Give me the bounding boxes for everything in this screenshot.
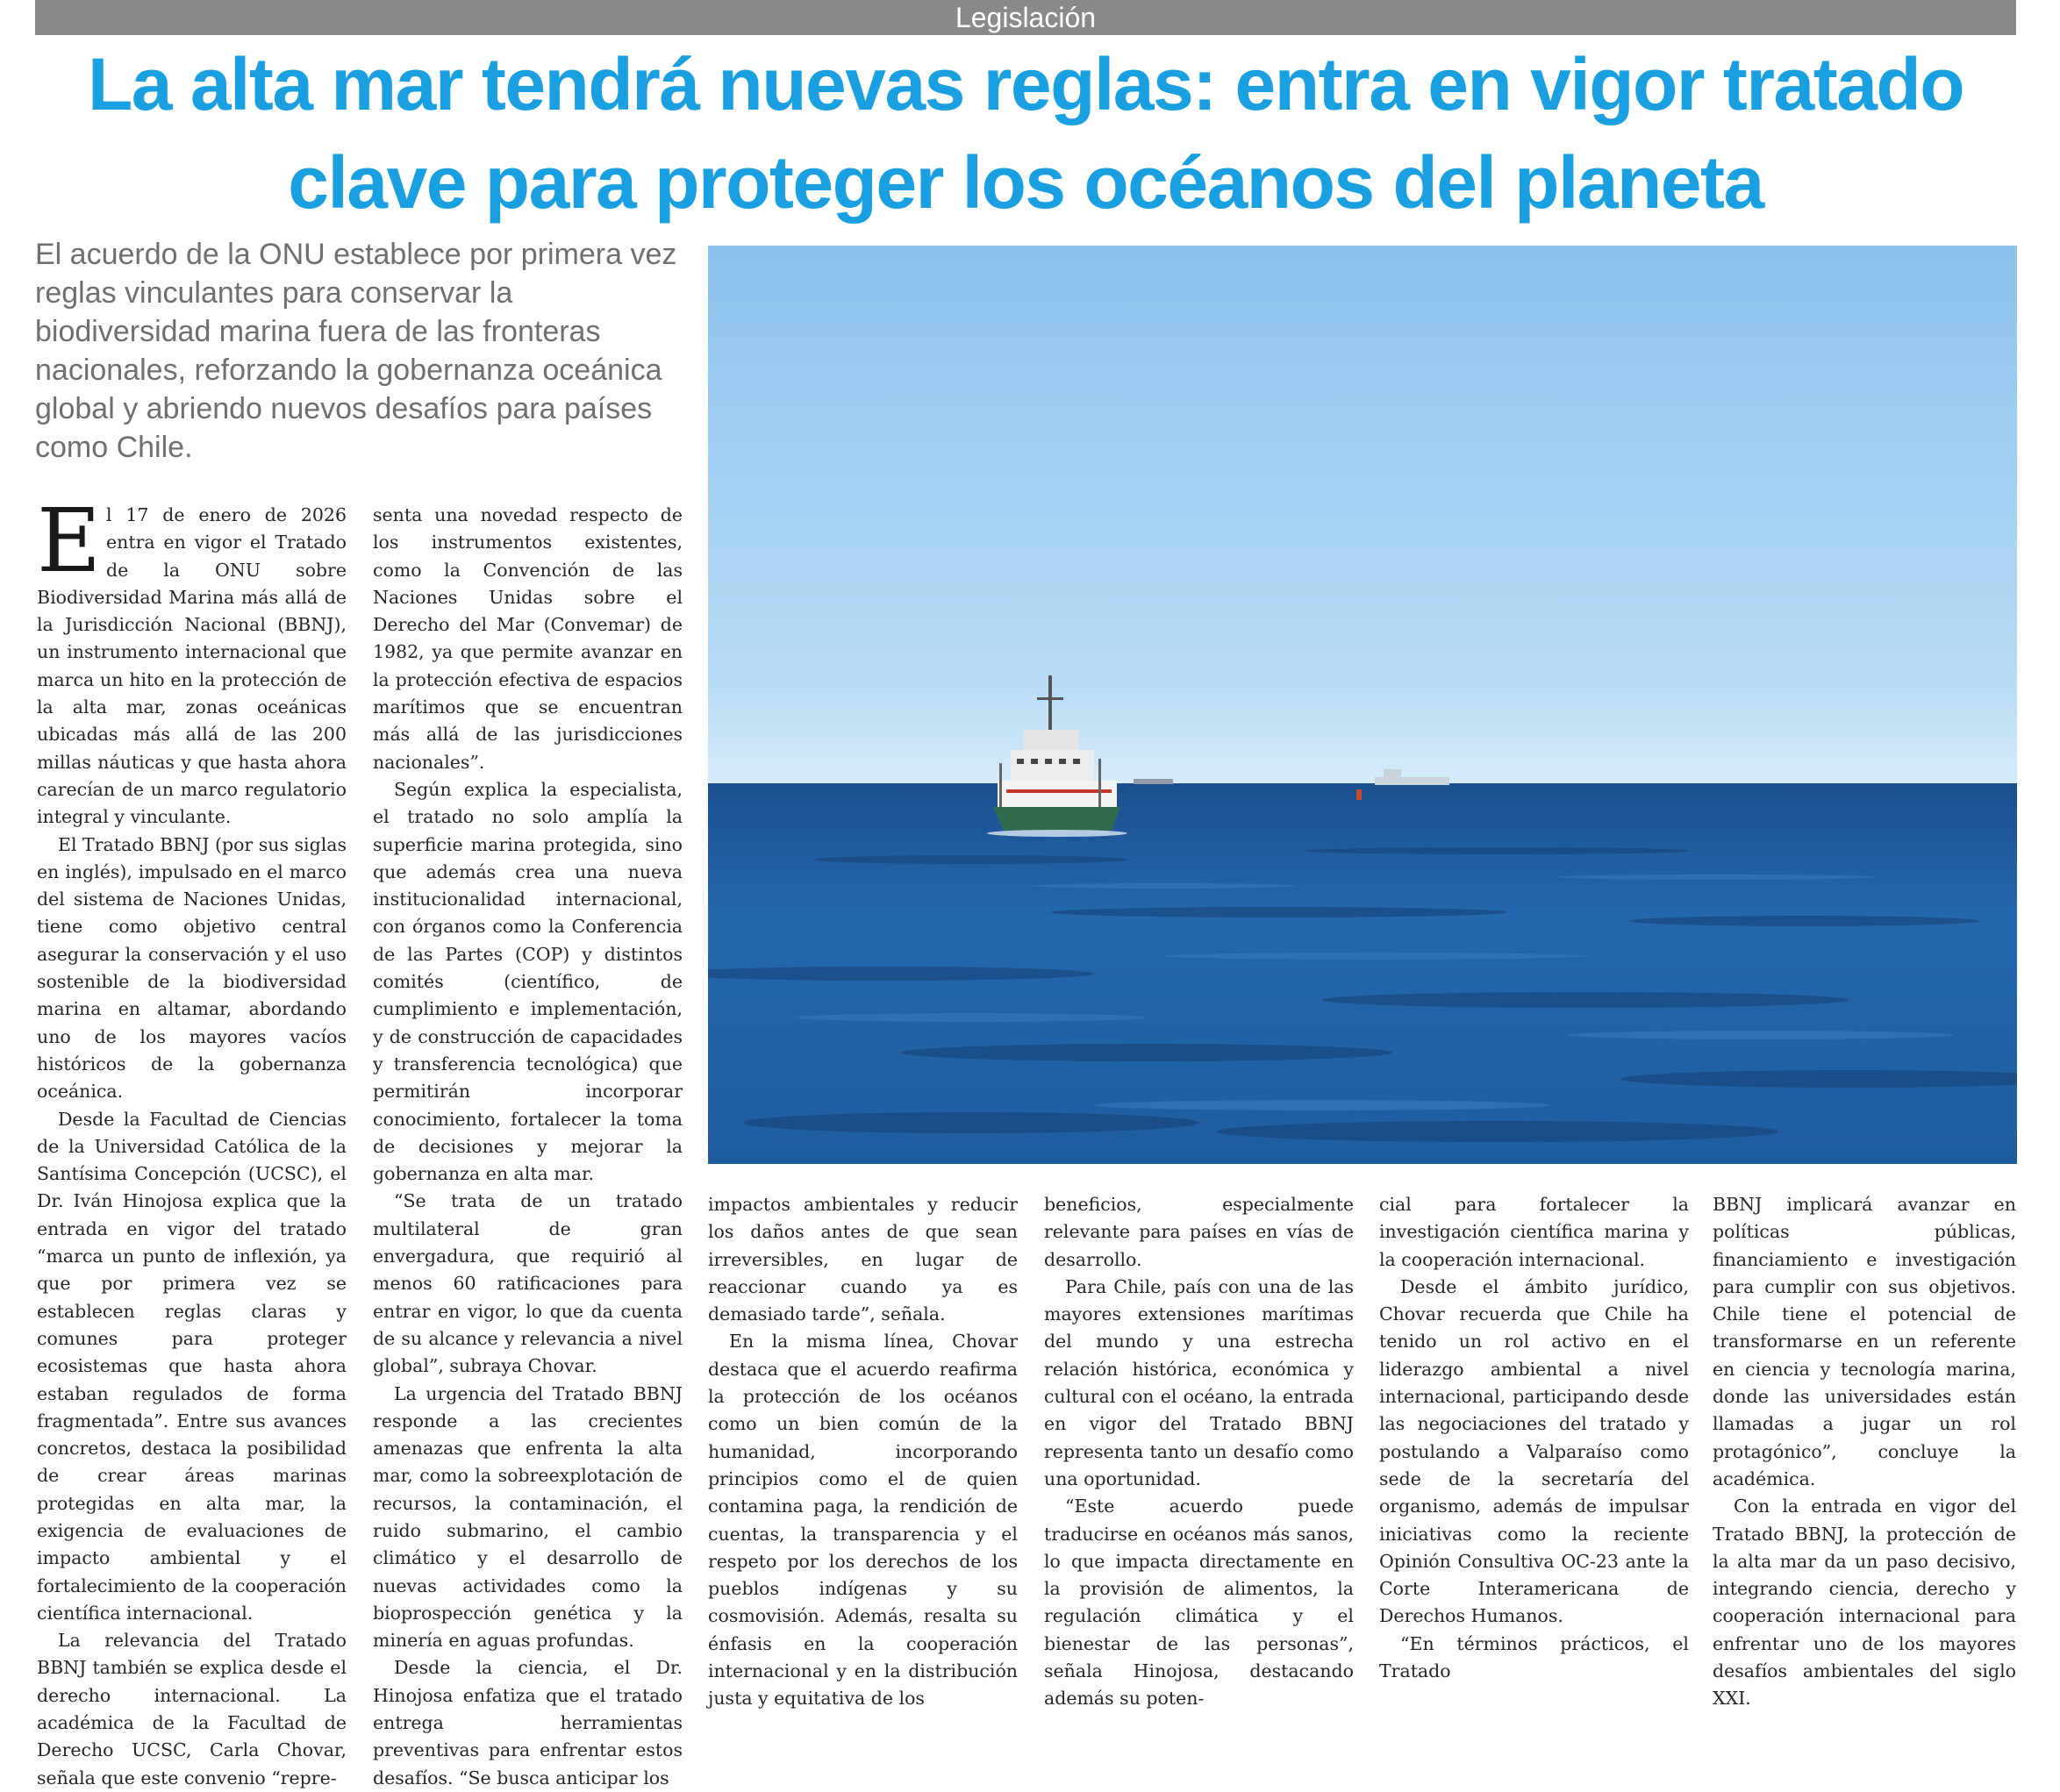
ship-at-sea-photo — [708, 246, 2017, 1164]
body-paragraph: “Este acuerdo puede traducirse en océanos más sanos, lo que impacta directamente en la provisión de alimentos, la regulación climática y el bienestar de las personas”, señala Hinojosa, destacando además su poten- — [1044, 1496, 1354, 1710]
body-column-3 — [708, 1191, 1018, 1713]
drop-cap: E — [37, 489, 101, 592]
body-paragraph: Para Chile, país con una de las mayores extensiones marítimas del mundo y una estrecha relación histórica, económica y cultural con el océano, la entrada en vigor del Tratado BBNJ representa tanto un desafío como una oportunidad. — [1044, 1275, 1354, 1489]
body-paragraph: impactos ambientales y reducir los daños antes de que sean irreversibles, en lugar de reaccionar cuando ya es demasiado tarde”, señala. — [708, 1194, 1018, 1325]
section-label: Legislación — [35, 0, 2016, 35]
body-paragraph: El Tratado BBNJ (por sus siglas en inglés), impulsado en el marco del sistema de Naciones Unidas, tiene como objetivo central asegurar la conservación y el uso sostenible de la biodiversidad marina en altamar, abordando uno de los mayores vacíos históricos de la gobernanza oceánica. — [37, 833, 347, 1103]
body-paragraph: La relevancia del Tratado BBNJ también se explica desde el derecho internacional. La académica de la Facultad de Derecho UCSC, Carla Chovar, señala que este convenio “repre- — [37, 1630, 347, 1788]
body-paragraph: Con la entrada en vigor del Tratado BBNJ, la protección de la alta mar da un paso decisivo, integrando ciencia, derecho y cooperación internacional para enfrentar uno de los mayores desafíos ambientales del siglo XXI. — [1713, 1496, 2016, 1710]
deck-subtitle: El acuerdo de la ONU establece por primera vez reglas vinculantes para conservar la biodiversidad marina fuera de las fronteras nacionales, reforzando la gobernanza oceánica global y abriendo nuevos desafíos para países como Chile. — [35, 238, 677, 464]
body-paragraph: beneficios, especialmente relevante para países en vías de desarrollo. — [1044, 1194, 1354, 1270]
body-column-1 — [37, 489, 347, 1792]
body-paragraph: En la misma línea, Chovar destaca que el acuerdo reafirma la protección de los océanos como un bien común de la humanidad, incorporando principios como el de quien contamina paga, la rendición de cuentas, la transparencia y el respeto por los derechos de los pueblos indígenas y su cosmovisión. Además, resalta su énfasis en la cooperación internacional y en la distribución justa y equitativa de los — [708, 1331, 1018, 1710]
body-paragraph: El 17 de enero de 2026 entra en vigor el Tratado de la ONU sobre Biodiversidad Marina más allá de la Jurisdicción Nacional (BBNJ), un instrumento internacional que marca un hito en la protección de la alta mar, zonas oceánicas ubicadas más allá de las 200 millas náuticas y que hasta ahora carecían de un marco regulatorio integral y vinculante. — [37, 489, 347, 828]
body-paragraph: “En términos prácticos, el Tratado — [1379, 1632, 1689, 1682]
body-paragraph: La urgencia del Tratado BBNJ responde a las crecientes amenazas que enfrenta la alta mar, como la sobreexplotación de recursos, la contaminación, el ruido submarino, el cambio climático y el desarrollo de nuevas actividades como la bioprospección genética y la minería en aguas profundas. — [373, 1382, 683, 1652]
body-column-4 — [1044, 1191, 1354, 1713]
body-paragraph: Según explica la especialista, el tratado no solo amplía la superficie marina protegida, sino que además crea una nueva institucionalidad internacional, con órganos como la Conferencia de las Partes (COP) y distintos comités (científico, de cumplimiento e implementación, y de construcción de capacidades y transferencia tecnológica) que permitirán incorporar conocimiento, fortalecer la toma de decisiones y mejorar la gobernanza en alta mar. — [373, 778, 683, 1185]
body-column-5 — [1379, 1191, 1689, 1685]
headline-line-2: clave para proteger los océanos del planeta — [288, 141, 1763, 224]
body-paragraph: cial para fortalecer la investigación científica marina y la cooperación internacional. — [1379, 1194, 1689, 1270]
body-column-6 — [1713, 1191, 2016, 1713]
body-paragraph: “Se trata de un tratado multilateral de gran envergadura, que requirió al menos 60 ratificaciones para entrar en vigor, lo que da cuenta de su alcance y relevancia a nivel global”, subraya Chovar. — [373, 1190, 683, 1377]
body-paragraph: Desde la ciencia, el Dr. Hinojosa enfatiza que el tratado entrega herramientas preventivas para enfrentar estos desafíos. “Se busca anticipar los — [373, 1657, 683, 1788]
body-column-2 — [373, 502, 683, 1792]
body-paragraph: BBNJ implicará avanzar en políticas públicas, financiamiento e investigación para cumplir con sus objetivos. Chile tiene el potencial de transformarse en un referente en ciencia y tecnología marina, donde las universidades están llamadas a jugar un rol protagónico”, concluye la académica. — [1713, 1194, 2016, 1489]
body-paragraph: senta una novedad respecto de los instrumentos existentes, como la Convención de las Naciones Unidas sobre el Derecho del Mar (Convemar) de 1982, ya que permite avanzar en la protección efectiva de espacios marítimos que se encuentran más allá de las jurisdicciones nacionales”. — [373, 504, 683, 773]
headline-line-1: La alta mar tendrá nuevas reglas: entra en vigor tratado — [87, 43, 1964, 125]
body-paragraph: Desde el ámbito jurídico, Chovar recuerda que Chile ha tenido un rol activo en el liderazgo ambiental a nivel internacional, participando desde las negociaciones del tratado y postulando a Valparaíso como sede de la secretaría del organismo, además de impulsar iniciativas como la reciente Opinión Consultiva OC-23 ante la Corte Interamericana de Derechos Humanos. — [1379, 1275, 1689, 1627]
headline — [35, 35, 2016, 232]
body-paragraph: Desde la Facultad de Ciencias de la Universidad Católica de la Santísima Concepción (UCSC), el Dr. Iván Hinojosa explica que la entrada en vigor del tratado “marca un punto de inflexión, ya que por primera vez se establecen reglas claras y comunes para proteger ecosistemas que hasta ahora estaban regulados de forma fragmentada”. Entre sus avances concretos, destaca la posibilidad de crear áreas marinas protegidas en alta mar, la exigencia de evaluaciones de impacto ambiental y el fortalecimiento de la cooperación científica internacional. — [37, 1108, 347, 1624]
